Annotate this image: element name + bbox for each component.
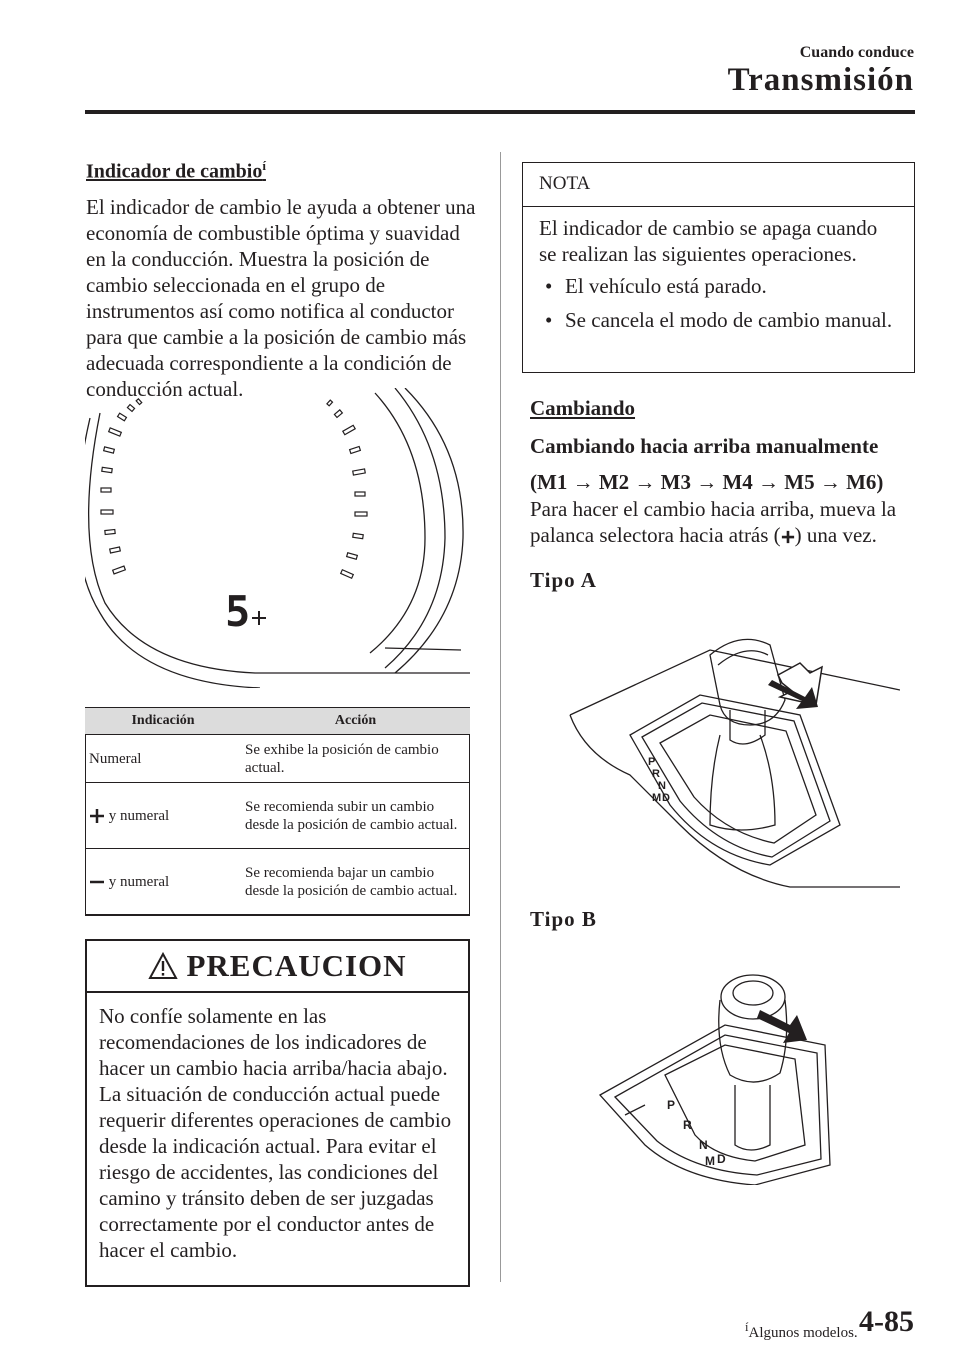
- gate-letter: M: [652, 792, 662, 804]
- shifter-type-a-illustration: [560, 625, 900, 890]
- gate-letter: N: [658, 780, 666, 792]
- models-mark: í: [262, 158, 266, 173]
- gate-letter: D: [662, 792, 670, 804]
- shifter-type-b-illustration: [595, 965, 835, 1185]
- table-row: [85, 783, 470, 849]
- minus-icon: [89, 874, 105, 890]
- tipo-b-label: Tipo B: [530, 907, 597, 931]
- note-list: [539, 273, 898, 333]
- cambiando-title: Cambiando: [530, 396, 636, 420]
- plus-icon: [89, 808, 105, 824]
- gate-letter: R: [683, 1118, 692, 1132]
- gate-letter: M: [705, 1154, 715, 1168]
- footnote: $^í$Algunos modelos.: [745, 1320, 858, 1341]
- list-item: • El vehículo está parado.: [539, 273, 898, 299]
- table-cell-action: Se exhibe la posición de cambio actual.: [241, 735, 470, 783]
- table-row: [85, 735, 470, 783]
- gear-sequence: (M1 → M2 → M3 → M4 → M5 → M6): [530, 470, 884, 494]
- upshift-subtitle: Cambiando hacia arriba manualmente: [530, 434, 879, 458]
- intro-paragraph: El indicador de cambio le ayuda a obtener una economía de combustible óptima y suavidad en la conducción. Muestra la posición de cambio seleccionada en el grupo de instrumentos así como notifica al conductor para que cambie a la posición de cambio más adecuada correspondiente a la condición de conducción actual.: [86, 195, 476, 401]
- gate-letter: N: [699, 1138, 708, 1152]
- gate-letter: P: [648, 756, 656, 768]
- table-cell-action: Se recomienda subir un cambio desde la posición de cambio actual.: [241, 783, 470, 849]
- gate-letter: P: [667, 1098, 676, 1112]
- table-cell-indication: y numeral: [108, 873, 170, 890]
- gauge-digit: 5: [225, 587, 251, 636]
- table-cell-action: Se recomienda bajar un cambio desde la posición de cambio actual.: [241, 849, 470, 915]
- table-cell-indication: Numeral: [85, 735, 241, 783]
- upshift-plus-icon: [252, 611, 266, 625]
- caution-box: [85, 939, 470, 1287]
- note-box: [522, 162, 915, 373]
- header-rule: [85, 110, 915, 114]
- gate-letter: D: [717, 1152, 726, 1166]
- page-number: 4-85: [859, 1305, 914, 1338]
- caution-title: PRECAUCION: [186, 948, 407, 983]
- caution-text: No confíe solamente en las recomendaciones de los indicadores de hacer un cambio hacia arriba/hacia abajo. La situación de conducción actual puede requerir diferentes operaciones de cambio desde la indicación actual. Para evitar el riesgo de accidentes, las condiciones del camino y tránsito deben de ser juzgadas correctamente por el conductor antes de hacer el cambio.: [99, 1004, 452, 1262]
- list-item: • Se cancela el modo de cambio manual.: [539, 307, 898, 333]
- running-header-title: Transmisión: [727, 62, 914, 98]
- tipo-a-label: Tipo A: [530, 568, 597, 592]
- table-header-indication: Indicación: [85, 708, 241, 735]
- table-cell-indication: y numeral: [108, 807, 170, 824]
- section-title: Indicador de cambio$^í$: [86, 158, 266, 183]
- note-text: El indicador de cambio se apaga cuando se realizan las siguientes operaciones.: [539, 216, 878, 266]
- gauge-tick-marks: [101, 399, 367, 578]
- column-divider: [500, 152, 501, 1282]
- indicator-table: [85, 707, 470, 915]
- upshift-instructions: Para hacer el cambio hacia arriba, mueva la palanca selectora hacia atrás ( ) una vez.: [530, 497, 897, 547]
- instrument-cluster-illustration: [85, 388, 470, 688]
- table-row: [85, 849, 470, 915]
- running-header-section: Cuando conduce: [799, 44, 914, 61]
- warning-triangle-icon: [148, 952, 178, 980]
- table-header-action: Acción: [241, 708, 470, 735]
- gate-letter: R: [652, 768, 660, 780]
- plus-icon: [781, 530, 795, 544]
- caution-header: [87, 941, 468, 993]
- note-title: NOTA: [523, 163, 914, 207]
